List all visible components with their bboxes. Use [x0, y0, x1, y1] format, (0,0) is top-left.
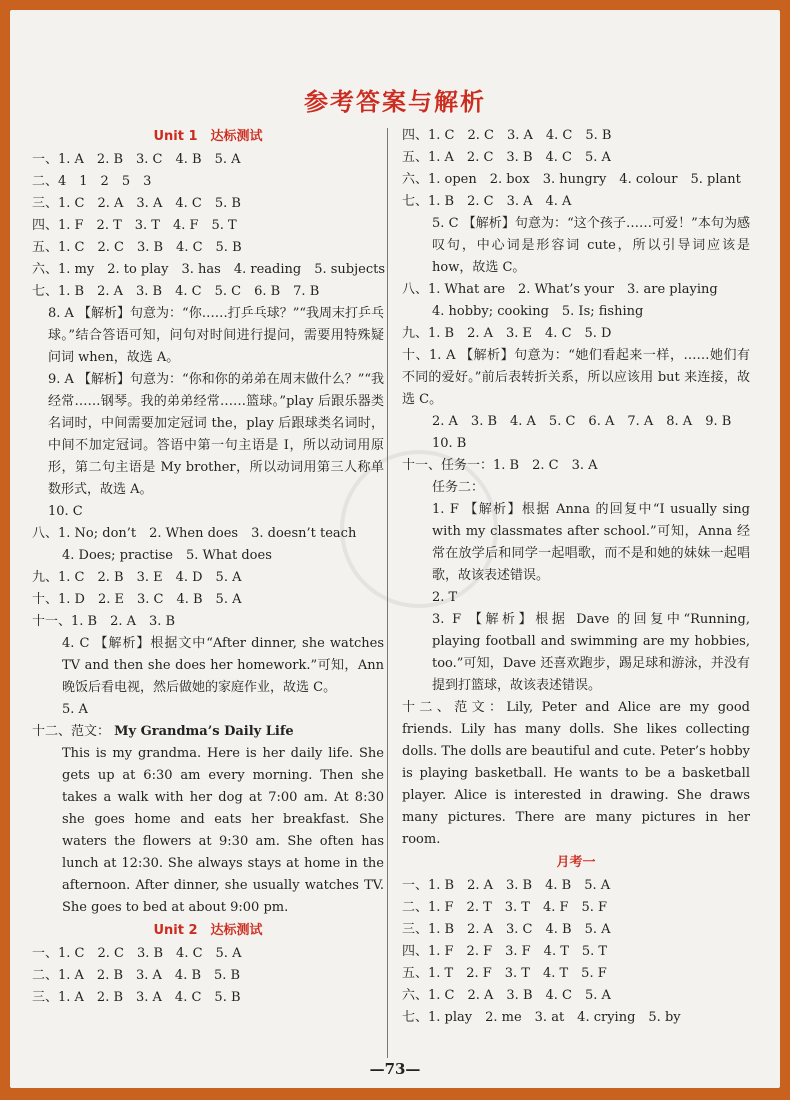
answer-page	[10, 10, 780, 1088]
left-column	[32, 125, 384, 1009]
answer-line: 二、1. A 2. B 3. A 4. B 5. B	[32, 968, 241, 983]
answer-line: 10. C	[48, 504, 83, 519]
answer-line: 四、1. C 2. C 3. A 4. C 5. B	[402, 128, 612, 143]
answer-line: 5. A	[62, 702, 88, 717]
explanation-q8: 8. A 【解析】句意为：“你……打乒乓球？”“我周末打乒乓球。”结合答语可知，问句对时间进行提问，需要用特殊疑问词 when，故选 A。	[48, 306, 384, 365]
answer-line: 二、1. F 2. T 3. T 4. F 5. F	[402, 900, 608, 915]
page-number: —73—	[369, 1060, 421, 1078]
answer-line: 十、1. D 2. E 3. C 4. B 5. A	[32, 592, 242, 607]
answer-line: 二、4 1 2 5 3	[32, 174, 152, 189]
essay-body: Lily, Peter and Alice are my good friends. Lily has many dolls. She likes collecting dolls. The dolls are beautiful and cute. Peter’s hobby is playing basketball. He wants to be a basketball player. Alice is interested in drawing. She draws many pictures. There are many pictures in her room.	[402, 700, 750, 847]
answer-line: 三、1. A 2. B 3. A 4. C 5. B	[32, 990, 241, 1005]
unit2-heading: Unit 2 达标测试	[153, 923, 263, 938]
answer-line: 六、1. open 2. box 3. hungry 4. colour 5. plant	[402, 172, 741, 187]
explanation-q10-1: 十、1. A 【解析】句意为：“她们看起来一样，……她们有不同的爱好。”前后表转折关系，所以应该用 but 来连接，故选 C。	[402, 348, 750, 407]
essay-label: 十二、范文：	[32, 724, 111, 739]
answer-line: 三、1. C 2. A 3. A 4. C 5. B	[32, 196, 241, 211]
answer-line: 一、1. A 2. B 3. C 4. B 5. A	[32, 152, 241, 167]
essay-label: 十二、范文：	[402, 700, 507, 715]
answer-line: 三、1. B 2. A 3. C 4. B 5. A	[402, 922, 611, 937]
answer-line: 2. A 3. B 4. A 5. C 6. A 7. A 8. A 9. B	[432, 414, 732, 429]
essay-text: This is my grandma. Here is her daily life. She gets up at 6:30 am every morning. Then she takes a walk with her dog at 7:00 am. At 8:30 she goes home and eats her breakfast. She waters the flowers at 9:30 am. She often has lunch at 12:30. She always stays at home in the afternoon. After dinner, she usually watches TV. She goes to bed at about 9:00 pm.	[62, 746, 384, 915]
answer-line: 四、1. F 2. T 3. T 4. F 5. T	[32, 218, 237, 233]
essay-text	[402, 697, 750, 851]
answer-line: 八、1. No; don’t 2. When does 3. doesn’t teach	[32, 526, 357, 541]
answer-line: 九、1. C 2. B 3. E 4. D 5. A	[32, 570, 242, 585]
answer-line: 四、1. F 2. F 3. F 4. T 5. T	[402, 944, 608, 959]
task2-label: 任务二：	[432, 480, 485, 495]
essay-header	[32, 721, 384, 743]
answer-line: 七、1. B 2. C 3. A 4. A	[402, 194, 572, 209]
explanation-q5: 5. C 【解析】句意为：“这个孩子……可爱！”本句为感叹句，中心词是形容词 cute，所以引导词应该是 how，故选 C。	[432, 216, 750, 275]
answer-line: 五、1. T 2. F 3. T 4. T 5. F	[402, 966, 607, 981]
answer-line: 六、1. my 2. to play 3. has 4. reading 5. subjects	[32, 262, 385, 277]
explanation-q4: 4. C 【解析】根据文中“After dinner, she watches TV and then she does her homework.”可知，Ann 晚饭后看电视，然后做她的家庭作业，故选 C。	[62, 636, 384, 695]
answer-line: 十一、1. B 2. A 3. B	[32, 614, 176, 629]
answer-line: 2. T	[432, 590, 458, 605]
answer-line: 4. Does; practise 5. What does	[62, 548, 272, 563]
answer-line: 一、1. B 2. A 3. B 4. B 5. A	[402, 878, 611, 893]
answer-line: 五、1. C 2. C 3. B 4. C 5. B	[32, 240, 242, 255]
month-test-heading: 月考一	[556, 855, 596, 870]
answer-line: 八、1. What are 2. What’s your 3. are playing	[402, 282, 718, 297]
explanation-t1: 1. F 【解析】根据 Anna 的回复中“I usually sing with my classmates after school.”可知，Anna 经常在放学后和同学一起唱歌，而不是和她的妹妹一起唱歌，故该表述错误。	[432, 502, 750, 583]
explanation-t3: 3. F 【解析】根据 Dave 的回复中“Running, playing football and swimming are my hobbies, too.”可知，Dave 还喜欢跑步，踢足球和游泳，并没有提到打篮球，故该表述错误。	[432, 612, 750, 693]
answer-line: 10. B	[432, 436, 467, 451]
answer-line: 九、1. B 2. A 3. E 4. C 5. D	[402, 326, 612, 341]
answer-line: 一、1. C 2. C 3. B 4. C 5. A	[32, 946, 242, 961]
answer-line: 十一、任务一：1. B 2. C 3. A	[402, 458, 598, 473]
answer-line: 五、1. A 2. C 3. B 4. C 5. A	[402, 150, 611, 165]
essay-title: My Grandma’s Daily Life	[114, 724, 294, 739]
page-title: 参考答案与解析	[304, 88, 486, 116]
explanation-q9: 9. A 【解析】句意为：“你和你的弟弟在周末做什么？”“我经常……钢琴。我的弟弟经常……篮球。”play 后跟乐器类名词时，中间需要加定冠词 the，play 后跟球类名词时，中间不加定冠词。答语中第一句主语是 I，所以动词用原形，第二句主语是 My brother，所以动词用第三人称单数形式，故选 A。	[48, 372, 384, 497]
unit1-heading: Unit 1 达标测试	[153, 129, 263, 144]
right-column	[402, 125, 750, 1029]
column-divider	[387, 128, 388, 1058]
answer-line: 七、1. play 2. me 3. at 4. crying 5. by	[402, 1010, 681, 1025]
answer-line: 4. hobby; cooking 5. Is; fishing	[432, 304, 644, 319]
answer-line: 六、1. C 2. A 3. B 4. C 5. A	[402, 988, 611, 1003]
answer-line: 七、1. B 2. A 3. B 4. C 5. C 6. B 7. B	[32, 284, 320, 299]
